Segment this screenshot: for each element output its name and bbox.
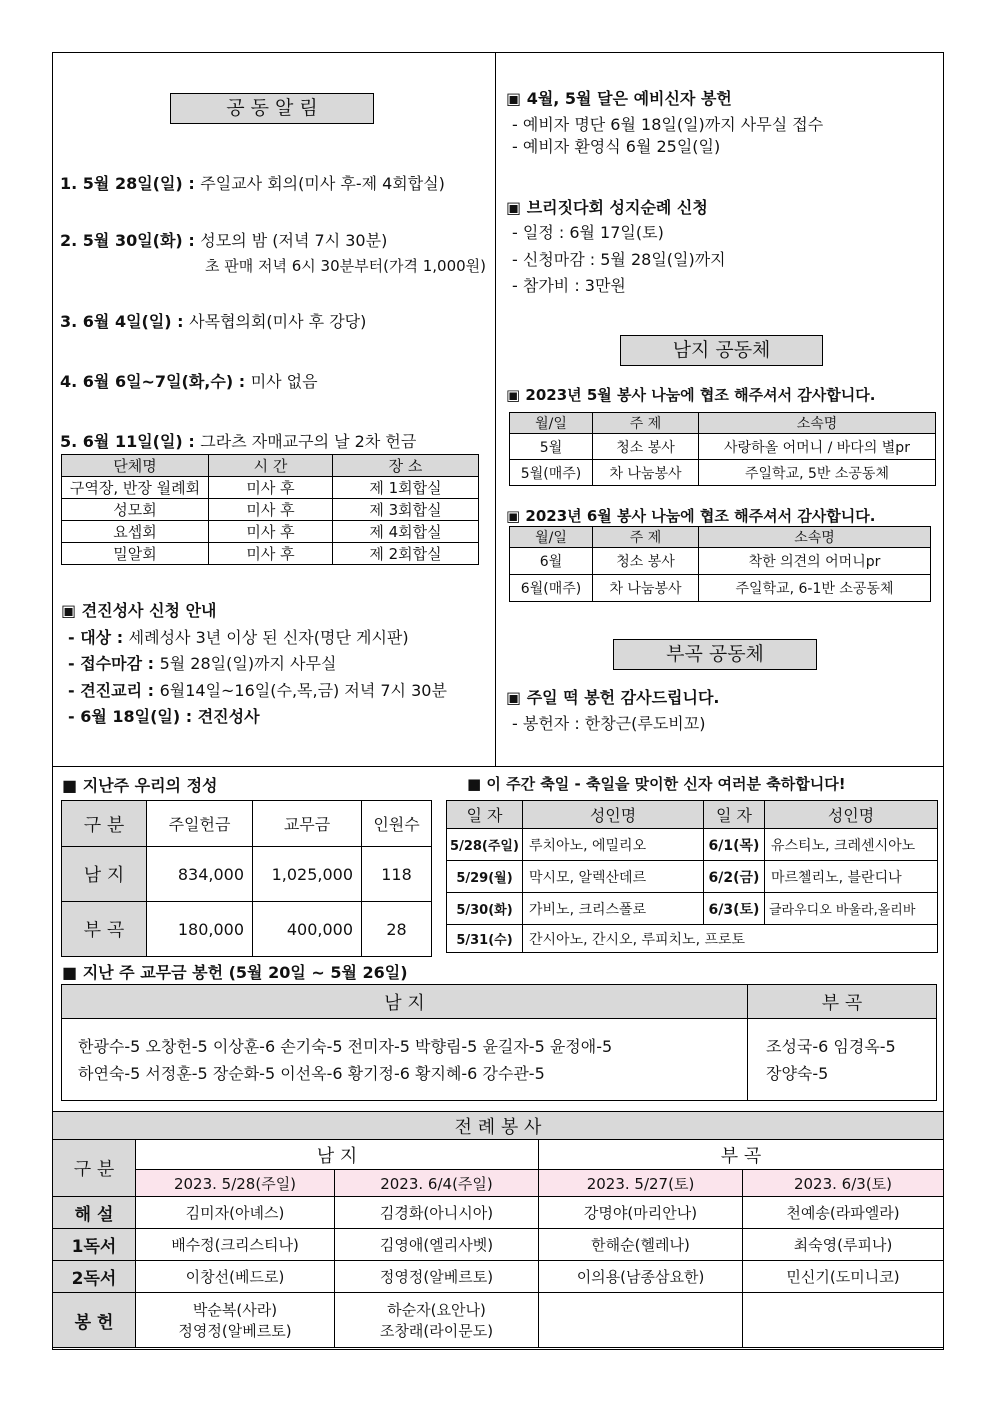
common-notice-header: 공 동 알 림	[170, 93, 374, 124]
notice-1: 1. 5월 28일(일) : 주일교사 회의(미사 후-제 4회합실)	[60, 174, 445, 193]
table-row: 5/29(월) 막시모, 알렉산데르 6/2(금) 마르첼리노, 블란디나	[447, 861, 938, 893]
catechumen-title: ▣ 4월, 5월 달은 예비신자 봉헌	[506, 89, 732, 108]
notice-5: 5. 6월 11일(일) : 그라츠 자매교구의 날 2차 헌금	[60, 432, 417, 451]
confirmation-item: - 6월 18일(일) : 견진성사	[68, 707, 260, 726]
bugok-community-header: 부곡 공동체	[613, 639, 817, 670]
june-service-table: 월/일 주 제 소속명 6월 청소 봉사 착한 의견의 어머니pr 6월(매주) 차 나눔봉사 주일학교, 6-1반 소공동체	[509, 526, 931, 602]
catechumen-line: - 예비자 환영식 6월 25일(일)	[512, 137, 721, 156]
notice-4: 4. 6월 6일~7일(화,수) : 미사 없음	[60, 372, 318, 391]
pilgrimage-title: ▣ 브리짓다회 성지순례 신청	[506, 198, 708, 217]
notice-2: 2. 5월 30일(화) : 성모의 밤 (저녁 7시 30분)	[60, 231, 388, 250]
may-service-table: 월/일 주 제 소속명 5월 청소 봉사 사랑하올 어머니 / 바다의 별pr 5월(매주) 차 나눔봉사 주일학교, 5반 소공동체	[509, 412, 936, 486]
table-row: 1독서 배수정(크리스티나) 김영애(엘리사벳) 한해순(헬레나) 최숙영(루피나)	[53, 1229, 944, 1261]
rice-cake-line: - 봉헌자 : 한창근(루도비꼬)	[512, 714, 706, 733]
offering-title: ■ 지난주 우리의 정성	[62, 776, 218, 795]
table-row: 5/31(수) 간시아노, 간시오, 루피치노, 프로토	[447, 925, 938, 953]
table-row: 2독서 이창선(베드로) 정영정(알베르토) 이의용(남종삼요한) 민신기(도미니코)	[53, 1261, 944, 1293]
feast-table: 일 자 성인명 일 자 성인명 5/28(주일) 루치아노, 에밀리오 6/1(목) 유스티노, 크레센시아노 5/29(월) 막시모, 알렉산데르 6/2(금) 마르첼리노, 블란디나 5/30(화) 가비노, 크리스폴로 6/3(토) 글라우디오 바울라,올리바 5/31(수) 간시아노, 간시오, 루피치노, 프로토	[446, 800, 938, 953]
notice-2-sub: 초 판매 저녁 6시 30분부터(가격 1,000원)	[205, 257, 486, 275]
table-row: 부 곡 180,000 400,000 28	[62, 902, 432, 957]
liturgy-title: 전 례 봉 사	[53, 1112, 944, 1140]
notice-3: 3. 6월 4일(일) : 사목협의회(미사 후 강당)	[60, 312, 367, 331]
table-row: 성모회 미사 후 제 3회합실	[62, 499, 479, 521]
namji-community-header: 남지 공동체	[620, 335, 823, 366]
table-row: 한광수-5 오창헌-5 이상훈-6 손기숙-5 전미자-5 박향림-5 윤길자-5 윤정애-5 하연숙-5 서정훈-5 장순화-5 이선옥-6 황기정-6 황지혜-6 강수관-5 조성국-6 임경옥-5 장양숙-5	[62, 1019, 937, 1101]
catechumen-line: - 예비자 명단 6월 18일(일)까지 사무실 접수	[512, 115, 824, 134]
table-row: 요셉회 미사 후 제 4회합실	[62, 521, 479, 543]
confirmation-item: - 대상 : 세례성사 3년 이상 된 신자(명단 게시판)	[68, 628, 409, 647]
section-divider	[52, 766, 944, 767]
table-row: 5월(매주) 차 나눔봉사 주일학교, 5반 소공동체	[510, 460, 936, 486]
confirmation-item: - 견진교리 : 6월14일~16일(수,목,금) 저녁 7시 30분	[68, 681, 447, 700]
dues-table: 남 지 부 곡 한광수-5 오창헌-5 이상훈-6 손기숙-5 전미자-5 박향림-5 윤길자-5 윤정애-5 하연숙-5 서정훈-5 장순화-5 이선옥-6 황기정-6 황지혜-6 강수관-5 조성국-6 임경옥-5 장양숙-5	[61, 984, 937, 1101]
rice-cake-title: ▣ 주일 떡 봉헌 감사드립니다.	[506, 688, 720, 707]
table-row: 밀알회 미사 후 제 2회합실	[62, 543, 479, 565]
dues-title: ■ 지난 주 교무금 봉헌 (5월 20일 ~ 5월 26일)	[62, 963, 408, 982]
confirmation-item: - 접수마감 : 5월 28일(일)까지 사무실	[68, 654, 337, 673]
table-row: 5/30(화) 가비노, 크리스폴로 6/3(토) 글라우디오 바울라,올리바	[447, 893, 938, 925]
table-row: 5/28(주일) 루치아노, 에밀리오 6/1(목) 유스티노, 크레센시아노	[447, 829, 938, 861]
table-row: 봉 헌 박순복(사라) 정영정(알베르토) 하순자(요안나) 조창래(라이문도)	[53, 1293, 944, 1348]
june-service-title: ▣ 2023년 6월 봉사 나눔에 협조 해주셔서 감사합니다.	[506, 507, 876, 525]
table-row: 해 설 김미자(아녜스) 김경화(아니시아) 강명야(마리안나) 천예송(라파엘라)	[53, 1197, 944, 1229]
offering-table: 구 분 주일헌금 교무금 인원수 남 지 834,000 1,025,000 118 부 곡 180,000 400,000 28	[61, 800, 432, 957]
table-row: 5월 청소 봉사 사랑하올 어머니 / 바다의 별pr	[510, 434, 936, 460]
table-row: 6월(매주) 차 나눔봉사 주일학교, 6-1반 소공동체	[510, 575, 931, 602]
pilgrimage-line: - 일정 : 6월 17일(토)	[512, 223, 664, 242]
column-divider	[495, 52, 496, 766]
pilgrimage-line: - 신청마감 : 5월 28일(일)까지	[512, 250, 726, 269]
liturgy-table: 전 례 봉 사 구 분 남 지 부 곡 2023. 5/28(주일) 2023. 6/4(주일) 2023. 5/27(토) 2023. 6/3(토) 해 설 김미자(아녜스) 김경화(아니시아) 강명야(마리안나) 천예송(라파엘라) 1독서 배수정(크리스티나) 김영애(엘리사벳) 한해순(헬레나) 최숙영(루피나) 2독서 이창선(베드로) 정영정(알베르토) 이의용(남종삼요한) 민신기(도미니코) 봉 헌 박순복(사라) 정영정(알베르토) 하순자(요안나) 조창래(라이문도)	[52, 1111, 944, 1348]
table-row: 남 지 834,000 1,025,000 118	[62, 847, 432, 902]
feast-title: ■ 이 주간 축일 - 축일을 맞이한 신자 여러분 축하합니다!	[467, 775, 846, 793]
table-row: 6월 청소 봉사 착한 의견의 어머니pr	[510, 548, 931, 575]
collection-table: 단체명 시 간 장 소 구역장, 반장 월례회 미사 후 제 1회합실 성모회 미사 후 제 3회합실 요셉회 미사 후 제 4회합실 밀알회 미사 후 제 2회합실	[61, 454, 479, 565]
table-row: 구역장, 반장 월례회 미사 후 제 1회합실	[62, 477, 479, 499]
confirmation-title: ▣ 견진성사 신청 안내	[61, 601, 217, 620]
may-service-title: ▣ 2023년 5월 봉사 나눔에 협조 해주셔서 감사합니다.	[506, 386, 876, 404]
pilgrimage-line: - 참가비 : 3만원	[512, 276, 626, 295]
